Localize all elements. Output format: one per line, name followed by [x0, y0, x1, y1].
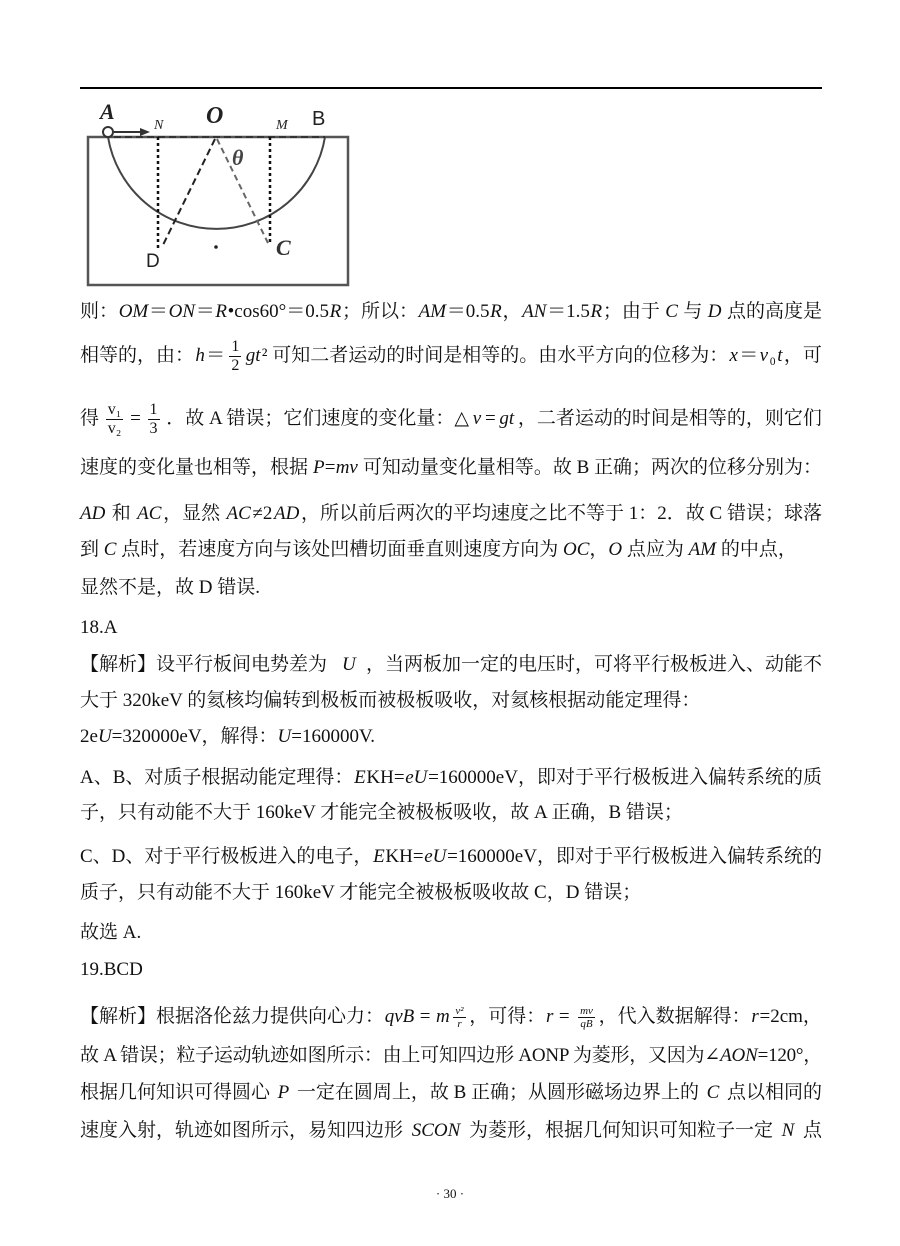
semicircle-groove-diagram — [80, 95, 360, 295]
text-segment: =160000V. — [291, 726, 376, 747]
text-segment: ≠2 — [252, 503, 273, 524]
label-theta: θ — [232, 145, 244, 170]
text-segment: ＝0.5 — [446, 301, 490, 322]
math-variable: x — [729, 345, 738, 366]
fraction — [148, 401, 160, 438]
text-segment: 的中点， — [716, 539, 797, 560]
math-variable: r — [546, 1006, 554, 1027]
text-segment: ₀ — [769, 345, 776, 366]
math-variable: AC — [137, 503, 162, 524]
text-segment: 点应为 — [622, 539, 689, 560]
text-segment: 故 A 错误；粒子运动轨迹如图所示：由上可知四边形 AONP 为菱形，又因为∠ — [80, 1045, 720, 1066]
text-line — [80, 576, 822, 600]
math-variable: ON — [168, 301, 196, 322]
text-segment: A、B、对质子根据动能定理得： — [80, 767, 354, 788]
text-segment: 子，只有动能不大于 160keV 才能完全被极板吸收，故 A 正确，B 错误； — [80, 802, 683, 823]
page-number: · 30 · — [435, 1186, 465, 1201]
math-variable: O — [608, 539, 623, 560]
text-segment: =320000eV，解得： — [111, 726, 278, 747]
fraction-numerator: v₁ — [107, 400, 122, 418]
text-segment: 速度入射，轨迹如图所示，易知四边形 — [80, 1120, 408, 1141]
fraction-denominator: r — [457, 1017, 462, 1030]
text-segment: ， — [589, 539, 609, 560]
text-segment: 点的高度是 — [722, 301, 822, 322]
math-variable: eU — [424, 846, 447, 867]
text-segment: ；由于 — [602, 301, 665, 322]
text-segment: = — [324, 457, 336, 478]
text-segment: 显然不是，故 D 错误. — [80, 577, 260, 598]
label-o: O — [206, 103, 224, 129]
math-variable: U — [342, 654, 356, 675]
math-variable: U — [277, 726, 292, 747]
text-segment: 到 — [80, 539, 104, 560]
math-variable: AM — [418, 301, 447, 322]
text-segment: ，当两板加一定的电压时，可将平行极板进入、动能不 — [365, 654, 822, 675]
text-segment: •cos60°＝0.5 — [227, 301, 329, 322]
label-b: B — [312, 108, 326, 130]
text-line — [80, 616, 822, 640]
math-variable: OM — [118, 301, 149, 322]
text-segment: =160000eV，即对于平行极板进入偏转系统的 — [447, 846, 822, 867]
text-line — [80, 400, 822, 437]
math-variable: AC — [226, 503, 251, 524]
text-segment: 得 — [80, 408, 100, 429]
math-variable: P — [312, 457, 325, 478]
fraction-denominator: qB — [580, 1017, 593, 1030]
text-segment: 速度的变化量也相等，根据 — [80, 457, 313, 478]
text-segment: ，所以前后两次的平均速度之比不等于 1：2．故 C 错误；球落 — [301, 503, 822, 524]
bottom-point — [214, 245, 218, 249]
math-variable: t — [777, 345, 783, 366]
text-line — [80, 958, 822, 982]
fraction — [229, 338, 241, 375]
text-segment: 相等的，由： — [80, 345, 195, 366]
text-segment: =2cm， — [759, 1006, 822, 1027]
math-variable: AD — [274, 503, 300, 524]
text-line — [80, 456, 822, 480]
text-line — [80, 300, 822, 324]
text-segment: C、D、对于平行极板进入的电子， — [80, 846, 373, 867]
text-line — [80, 653, 822, 677]
math-variable: eU — [405, 767, 428, 788]
label-c: C — [276, 235, 291, 260]
text-segment: 19.BCD — [80, 959, 143, 980]
text-segment: 为菱形，根据几何知识可知粒子一定 — [464, 1120, 778, 1141]
fraction-denominator: v₂ — [107, 419, 122, 437]
semicircle-arc — [108, 137, 325, 229]
math-variable: gt — [245, 345, 261, 366]
fraction-numerator: 1 — [231, 337, 240, 355]
text-segment: 则： — [80, 301, 119, 322]
math-variable: OC — [562, 539, 590, 560]
text-line — [80, 921, 822, 945]
groove-block — [88, 137, 348, 285]
text-segment: 点 — [798, 1120, 822, 1141]
text-segment: ² 可知二者运动的时间是相等的。由水平方向的位移为： — [261, 345, 729, 366]
text-line — [80, 538, 822, 562]
text-segment: 可知动量变化量相等。故 B 正确；两次的位移分别为： — [358, 457, 822, 478]
text-segment: ，代入数据解得： — [598, 1006, 751, 1027]
text-segment: 故选 A. — [80, 922, 142, 943]
fraction — [453, 1005, 465, 1030]
text-segment: ＝ — [195, 301, 215, 322]
fraction-denominator: 3 — [149, 419, 158, 437]
text-line — [80, 1044, 822, 1068]
fraction-numerator: mv — [580, 1004, 593, 1017]
text-line — [80, 337, 822, 374]
math-variable: U — [97, 726, 112, 747]
math-variable: E — [373, 846, 385, 867]
text-line — [80, 766, 822, 790]
fraction — [106, 401, 124, 438]
text-segment: 【解析】根据洛伦兹力提供向心力： — [80, 1006, 385, 1027]
text-segment: 2e — [80, 726, 98, 747]
math-variable: R — [590, 301, 603, 322]
header-rule — [80, 87, 822, 89]
math-variable: AN — [522, 301, 547, 322]
math-variable: AON — [720, 1045, 758, 1066]
math-variable: C — [103, 539, 117, 560]
text-segment: =120°， — [757, 1045, 822, 1066]
velocity-arrow-icon — [140, 128, 150, 136]
text-segment: 【解析】设平行板间电势差为 — [80, 654, 332, 675]
label-n: N — [154, 118, 164, 133]
math-variable: r — [751, 1006, 759, 1027]
math-variable: R — [215, 301, 227, 322]
text-line — [80, 725, 822, 749]
math-variable: qvB — [384, 1006, 415, 1027]
text-segment: ＝ — [206, 345, 226, 366]
text-segment: 一定在圆周上，故 B 正确；从圆形磁场边界上的 — [292, 1082, 704, 1103]
math-variable: m — [435, 1006, 450, 1027]
math-variable: C — [665, 301, 678, 322]
text-segment: ＝ — [739, 345, 759, 366]
math-variable: v — [759, 345, 769, 366]
text-line — [80, 1005, 822, 1029]
math-variable: v — [472, 408, 482, 429]
math-variable: AM — [688, 539, 717, 560]
text-line — [80, 801, 822, 825]
text-line — [80, 845, 822, 869]
label-a: A — [100, 99, 115, 124]
ball — [103, 127, 113, 137]
text-segment: ，二者运动的时间是相等的，则它们 — [517, 408, 822, 429]
text-segment: = — [415, 1006, 436, 1027]
text-segment: 点时，若速度方向与该处凹槽切面垂直则速度方向为 — [116, 539, 563, 560]
text-segment: 与 — [678, 301, 708, 322]
text-segment: ．故 A 错误；它们速度的变化量：△ — [166, 408, 470, 429]
math-variable: D — [707, 301, 722, 322]
text-line — [80, 1119, 822, 1143]
text-segment: KH= — [385, 846, 424, 867]
text-line — [80, 502, 822, 526]
label-m: M — [276, 118, 288, 133]
text-segment: 和 — [106, 503, 136, 524]
text-segment: 大于 320keV 的氦核均偏转到极板而被极板吸收，对氦核根据动能定理得： — [80, 690, 701, 711]
math-variable: P — [277, 1082, 290, 1103]
text-segment: 根据几何知识可得圆心 — [80, 1082, 275, 1103]
text-segment: ，可得： — [469, 1006, 546, 1027]
math-variable: gt — [499, 408, 515, 429]
math-variable: SCON — [411, 1120, 461, 1141]
text-segment: ＝ — [148, 301, 168, 322]
math-variable: E — [354, 767, 366, 788]
fraction-denominator: 2 — [231, 356, 240, 374]
text-segment: = — [484, 408, 496, 429]
fraction-numerator: 1 — [149, 400, 158, 418]
text-segment: =160000eV，即对于平行极板进入偏转系统的质 — [428, 767, 822, 788]
text-segment: = — [130, 408, 141, 429]
fraction-numerator: v² — [455, 1004, 464, 1017]
math-variable: mv — [335, 457, 358, 478]
text-line — [80, 881, 822, 905]
label-d: D — [146, 251, 160, 272]
text-segment: KH= — [366, 767, 405, 788]
text-segment: = — [554, 1006, 575, 1027]
math-variable: R — [490, 301, 502, 322]
text-line — [80, 689, 822, 713]
text-segment: ， — [502, 301, 522, 322]
text-segment: ＝1.5 — [547, 301, 590, 322]
fraction — [578, 1005, 595, 1030]
math-variable: C — [706, 1082, 720, 1103]
text-line — [80, 1081, 822, 1105]
text-segment: 质子，只有动能不大于 160keV 才能完全被极板吸收故 C，D 错误； — [80, 882, 642, 903]
text-segment: 点以相同的 — [722, 1082, 822, 1103]
text-segment: ，显然 — [163, 503, 225, 524]
text-segment: ，可 — [783, 345, 822, 366]
math-variable: R — [329, 301, 342, 322]
text-segment: ；所以： — [341, 301, 418, 322]
math-variable: AD — [80, 503, 106, 524]
dashed-line-od — [162, 139, 215, 247]
math-variable: h — [195, 345, 205, 366]
math-variable: N — [781, 1120, 795, 1141]
text-segment: 18.A — [80, 617, 118, 638]
